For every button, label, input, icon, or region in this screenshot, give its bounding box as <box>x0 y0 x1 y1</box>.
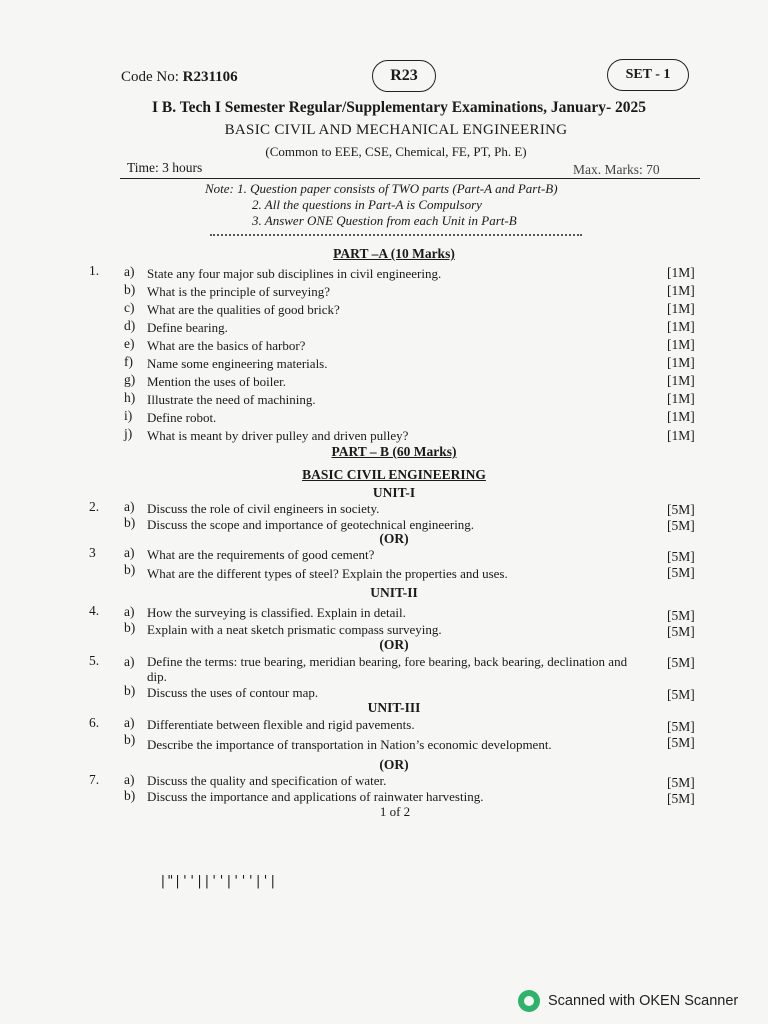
question-letter: j) <box>124 426 133 441</box>
question-marks: [5M] <box>667 565 695 580</box>
section-title: BASIC CIVIL ENGINEERING <box>302 467 486 482</box>
question-marks: [1M] <box>667 409 695 424</box>
question-letter: h) <box>124 390 136 405</box>
question-text: Explain with a neat sketch prismatic compass surveying. <box>147 622 442 637</box>
question-marks: [1M] <box>667 265 695 280</box>
question-letter: f) <box>124 354 133 369</box>
question-letter: a) <box>124 264 135 279</box>
question-text: State any four major sub disciplines in civil engineering. <box>147 266 442 281</box>
question-number: 5. <box>89 653 100 668</box>
question-letter: a) <box>124 604 135 619</box>
part-b-title: PART – B (60 Marks) <box>331 444 457 459</box>
note-line: Note: 1. Question paper consists of TWO parts (Part-A and Part-B) <box>205 181 558 196</box>
question-marks: [5M] <box>667 549 695 564</box>
question-letter: b) <box>124 732 136 747</box>
question-text: What are the basics of harbor? <box>147 338 306 353</box>
question-number: 1. <box>89 263 100 278</box>
question-marks: [5M] <box>667 719 695 734</box>
question-number: 3 <box>89 545 96 560</box>
common-to: (Common to EEE, CSE, Chemical, FE, PT, Ph. E) <box>265 144 527 159</box>
scanner-label: Scanned with OKEN Scanner <box>548 993 739 1009</box>
question-marks: [5M] <box>667 791 695 806</box>
question-text: Discuss the role of civil engineers in society. <box>147 501 380 516</box>
question-text: Mention the uses of boiler. <box>147 374 287 389</box>
question-text: Define robot. <box>147 410 217 425</box>
question-marks: [5M] <box>667 518 695 533</box>
scanner-logo-icon <box>518 990 540 1012</box>
question-letter: a) <box>124 654 135 669</box>
question-letter: a) <box>124 772 135 787</box>
code-number: Code No: R231106 <box>121 69 238 85</box>
note-divider <box>210 234 582 236</box>
question-number: 2. <box>89 499 100 514</box>
question-letter: a) <box>124 499 135 514</box>
question-marks: [1M] <box>667 337 695 352</box>
question-number: 7. <box>89 772 100 787</box>
page-number: 1 of 2 <box>379 804 411 819</box>
question-text: What are the requirements of good cement? <box>147 547 375 562</box>
unit-heading: UNIT-I <box>372 485 416 500</box>
question-marks: [5M] <box>667 775 695 790</box>
question-text: Name some engineering materials. <box>147 356 328 371</box>
question-letter: b) <box>124 515 136 530</box>
question-text: What is meant by driver pulley and driven pulley? <box>147 428 409 443</box>
question-text: Discuss the scope and importance of geotechnical engineering. <box>147 517 475 532</box>
subject-title: BASIC CIVIL AND MECHANICAL ENGINEERING <box>224 122 568 138</box>
question-text: What are the qualities of good brick? <box>147 302 340 317</box>
question-letter: b) <box>124 788 136 803</box>
question-marks: [1M] <box>667 373 695 388</box>
question-letter: b) <box>124 620 136 635</box>
question-marks: [5M] <box>667 655 695 670</box>
question-marks: [1M] <box>667 301 695 316</box>
question-text: Differentiate between flexible and rigid pavements. <box>147 717 415 732</box>
question-text: Describe the importance of transportation in Nation’s economic development. <box>147 737 552 752</box>
question-text: How the surveying is classified. Explain in detail. <box>147 605 406 620</box>
question-text: Define bearing. <box>147 320 228 335</box>
question-marks: [1M] <box>667 428 695 443</box>
header-divider <box>120 178 700 179</box>
question-letter: a) <box>124 545 135 560</box>
question-marks: [5M] <box>667 687 695 702</box>
time-allowed: Time: 3 hours <box>127 160 203 175</box>
question-letter: d) <box>124 318 136 333</box>
barcode: |"|''||''|'''|'| <box>159 874 277 889</box>
question-letter: a) <box>124 715 135 730</box>
question-marks: [5M] <box>667 608 695 623</box>
question-letter: i) <box>124 408 133 423</box>
question-letter: c) <box>124 300 135 315</box>
question-marks: [5M] <box>667 624 695 639</box>
exam-title: I B. Tech I Semester Regular/Supplementary Examinations, January- 2025 <box>151 99 647 116</box>
note-line: 2. All the questions in Part-A is Compulsory <box>252 197 482 212</box>
unit-heading: UNIT-III <box>367 700 421 715</box>
question-marks: [1M] <box>667 391 695 406</box>
question-text: Discuss the quality and specification of water. <box>147 773 387 788</box>
question-letter: b) <box>124 282 136 297</box>
question-text: What is the principle of surveying? <box>147 284 331 299</box>
question-letter: g) <box>124 372 136 387</box>
question-marks: [1M] <box>667 355 695 370</box>
part-a-title: PART –A (10 Marks) <box>333 246 455 261</box>
question-letter: b) <box>124 683 136 698</box>
question-text: Define the terms: true bearing, meridian bearing, fore bearing, back bearing, declination and dip. <box>147 654 628 684</box>
question-text: Illustrate the need of machining. <box>147 392 316 407</box>
question-letter: b) <box>124 562 136 577</box>
max-marks: Max. Marks: 70 <box>573 162 660 177</box>
question-marks: [5M] <box>667 502 695 517</box>
question-marks: [5M] <box>667 735 695 750</box>
note-line: 3. Answer ONE Question from each Unit in Part-B <box>252 213 517 228</box>
question-marks: [1M] <box>667 283 695 298</box>
question-marks: [1M] <box>667 319 695 334</box>
question-text: Discuss the importance and applications of rainwater harvesting. <box>147 789 484 804</box>
question-text: What are the different types of steel? Explain the properties and uses. <box>147 566 508 581</box>
or-divider: (OR) <box>379 531 409 546</box>
question-number: 4. <box>89 603 100 618</box>
set-badge: SET - 1 <box>607 59 689 91</box>
or-divider: (OR) <box>379 757 409 772</box>
scanner-watermark <box>518 990 738 1012</box>
question-letter: e) <box>124 336 135 351</box>
question-number: 6. <box>89 715 100 730</box>
regulation-badge: R23 <box>372 60 436 92</box>
unit-heading: UNIT-II <box>370 585 418 600</box>
or-divider: (OR) <box>379 637 409 652</box>
question-text: Discuss the uses of contour map. <box>147 685 319 700</box>
